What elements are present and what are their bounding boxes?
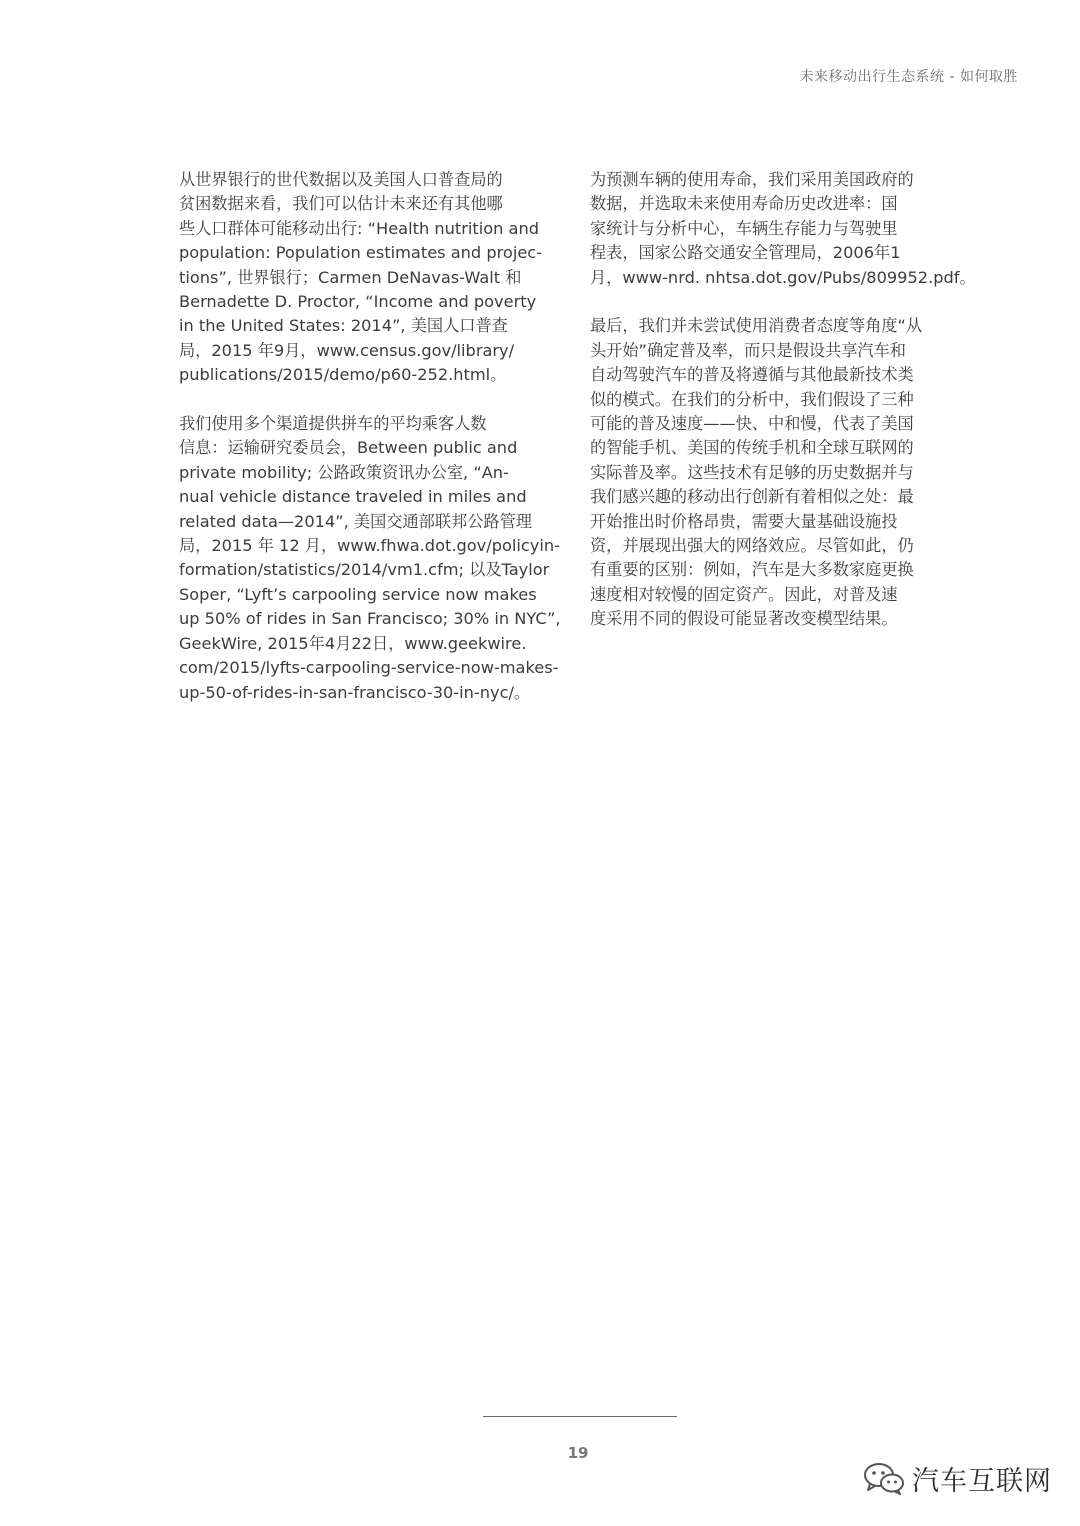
text-line: 从世界银行的世代数据以及美国人口普查局的 (179, 170, 503, 189)
text-line: 开始推出时价格昂贵，需要大量基础设施投 (590, 511, 898, 531)
text-line: 局，2015 年9月，www.census.gov/library/ (179, 340, 515, 360)
text-line: 局，2015 年 12 月，www.fhwa.dot.gov/policyin- (179, 536, 560, 556)
page-number: 19 (567, 1444, 589, 1462)
text-line: population: Population estimates and projec- (179, 243, 543, 263)
text-line: 度采用不同的假设可能显著改变模型结果。 (590, 609, 898, 629)
text-line: 最后，我们并未尝试使用消费者态度等角度“从 (590, 316, 923, 336)
text-line: tions”, 世界银行；Carmen DeNavas-Walt 和 (179, 267, 522, 287)
text-line: up 50% of rides in San Francisco; 30% in NYC”, (179, 609, 561, 629)
footnote-paragraph-4 (590, 314, 962, 631)
text-line: related data—2014”, 美国交通部联邦公路管理 (179, 511, 532, 531)
wechat-icon (862, 1461, 906, 1495)
text-line: GeekWire, 2015年4月22日，www.geekwire. (179, 633, 527, 653)
text-line: formation/statistics/2014/vm1.cfm; 以及Taylor (179, 560, 550, 580)
text-line: in the United States: 2014”, 美国人口普查 (179, 316, 508, 336)
text-line: Soper, “Lyft’s carpooling service now makes (179, 584, 537, 604)
text-line: 实际普及率。这些技术有足够的历史数据并与 (590, 462, 914, 482)
text-line: 些人口群体可能移动出行: “Health nutrition and (179, 218, 539, 238)
right-column (590, 168, 976, 656)
text-line: 程表，国家公路交通安全管理局，2006年1 (590, 243, 901, 263)
text-line: 我们使用多个渠道提供拼车的平均乘客人数 (179, 414, 487, 434)
text-line: 的智能手机、美国的传统手机和全球互联网的 (590, 438, 914, 458)
text-line: publications/2015/demo/p60-252.html。 (179, 365, 507, 385)
text-line: 有重要的区别：例如，汽车是大多数家庭更换 (590, 560, 914, 580)
footnote-paragraph-2 (179, 412, 561, 705)
text-line: 数据，并选取未来使用寿命历史改进率：国 (590, 194, 898, 214)
text-line: 家统计与分析中心，车辆生存能力与驾驶里 (590, 218, 898, 238)
text-line: 信息：运输研究委员会，Between public and (179, 438, 518, 458)
text-line: 自动驾驶汽车的普及将遵循与其他最新技术类 (590, 365, 914, 385)
text-line: 头开始”确定普及率，而只是假设共享汽车和 (590, 340, 906, 360)
footer-divider (483, 1416, 677, 1417)
footnote-paragraph-1 (179, 168, 549, 388)
text-line: 我们感兴趣的移动出行创新有着相似之处：最 (590, 487, 914, 507)
text-line: up-50-of-rides-in-san-francisco-30-in-nyc/。 (179, 682, 531, 702)
left-column (179, 168, 561, 729)
watermark-text: 汽车互联网 (912, 1465, 1052, 1497)
text-line: nual vehicle distance traveled in miles and (179, 487, 527, 507)
text-line: 资，并展现出强大的网络效应。尽管如此，仍 (590, 536, 914, 556)
running-header: 未来移动出行生态系统 - 如何取胜 (799, 69, 1018, 85)
text-line: Bernadette D. Proctor, “Income and poverty (179, 292, 537, 312)
footnote-paragraph-3 (590, 168, 976, 290)
text-line: 可能的普及速度——快、中和慢，代表了美国 (590, 414, 914, 434)
text-line: 似的模式。在我们的分析中，我们假设了三种 (590, 389, 914, 409)
text-line: private mobility; 公路政策资讯办公室, “An- (179, 462, 509, 482)
text-line: com/2015/lyfts-carpooling-service-now-makes- (179, 658, 559, 678)
text-line: 速度相对较慢的固定资产。因此，对普及速 (590, 584, 898, 604)
watermark (862, 1458, 1052, 1498)
text-line: 为预测车辆的使用寿命，我们采用美国政府的 (590, 170, 914, 189)
text-line: 月，www-nrd. nhtsa.dot.gov/Pubs/809952.pdf。 (590, 267, 976, 287)
text-line: 贫困数据来看，我们可以估计未来还有其他哪 (179, 194, 503, 214)
